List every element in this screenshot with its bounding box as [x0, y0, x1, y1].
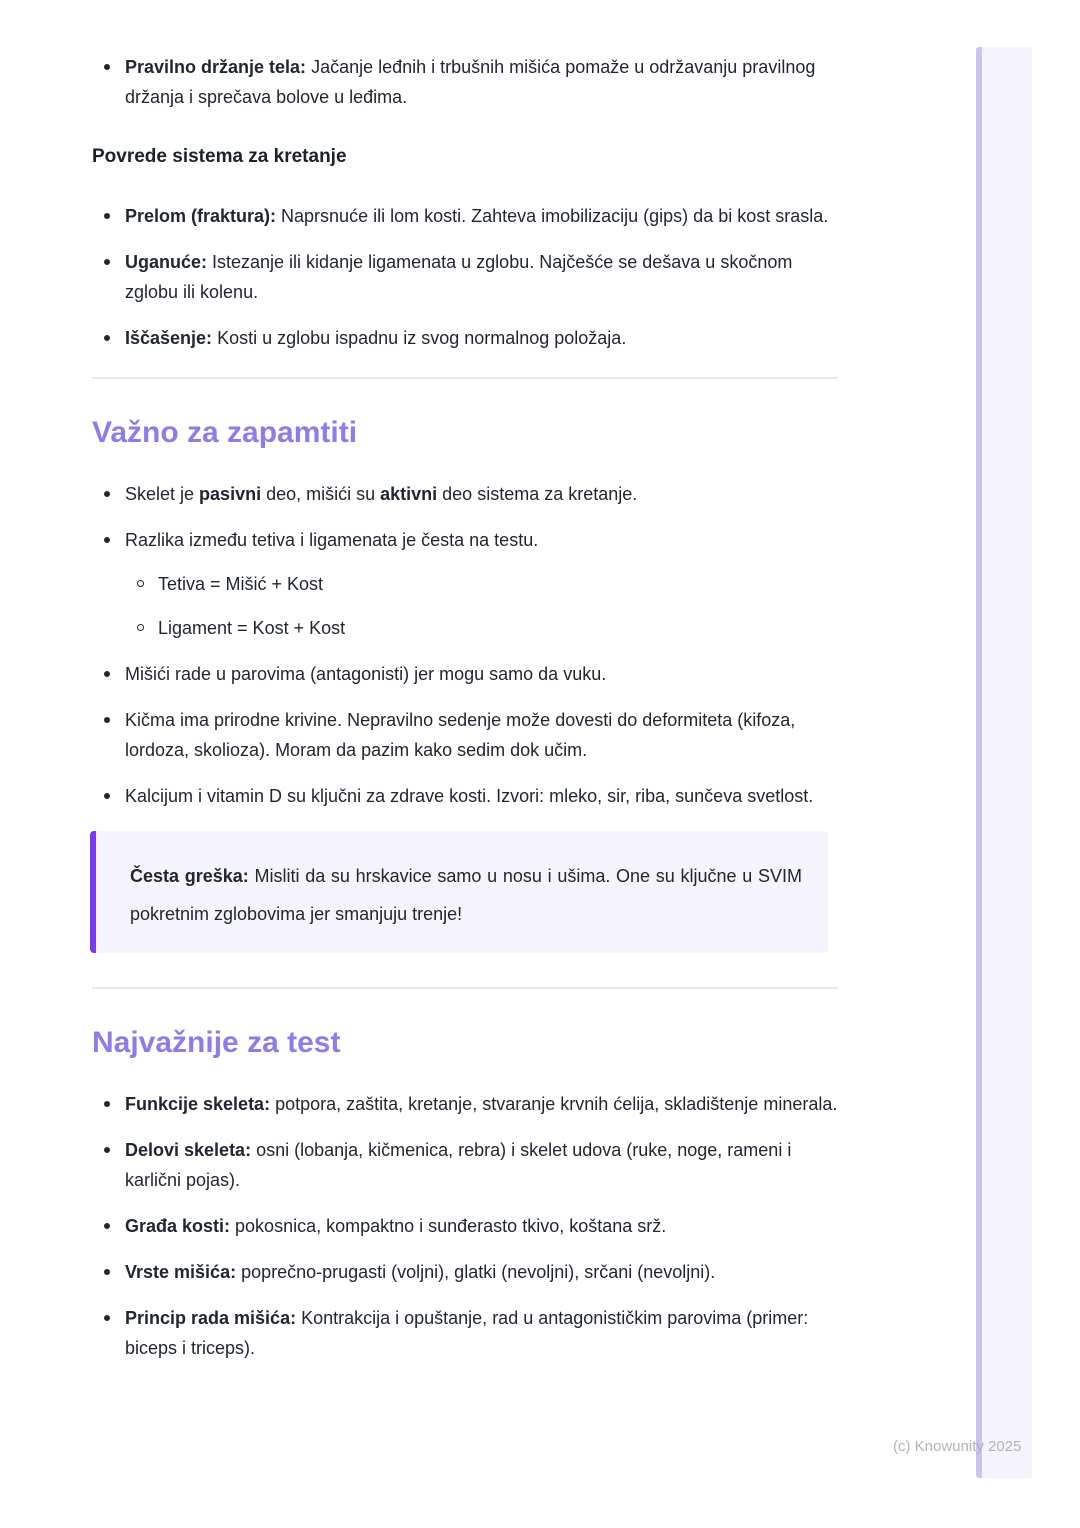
bullet-lead: Iščašenje: [125, 328, 213, 348]
intro-list [92, 52, 838, 112]
list-item [92, 247, 838, 307]
section-divider [92, 987, 838, 989]
bullet-lead: Vrste mišića: [125, 1262, 237, 1282]
bullet-text: Kontrakcija i opuštanje, rad u antagonističkim parovima (primer: biceps i triceps). [125, 1308, 809, 1358]
bullet-text: Naprsnuće ili lom kosti. Zahteva imobilizaciju (gips) da bi kost srasla. [276, 206, 829, 226]
bullet-lead: Delovi skeleta: [125, 1140, 252, 1160]
remember-list [92, 479, 838, 811]
circle-bullet-icon [137, 624, 144, 631]
list-item [92, 525, 838, 643]
bullet-text: osni (lobanja, kičmenica, rebra) i skelet udova (ruke, noge, rameni i karlični pojas). [125, 1140, 792, 1190]
list-item [92, 659, 838, 689]
bullet-dot-icon [104, 671, 110, 677]
bullet-emphasis: aktivni [380, 484, 438, 504]
bullet-dot-icon [104, 793, 110, 799]
bullet-text: Istezanje ili kidanje ligamenata u zglobu. Najčešće se dešava u skočnom zglobu ili kolenu. [125, 252, 793, 302]
list-item [92, 1089, 838, 1119]
section-heading-remember: Važno za zapamtiti [92, 416, 358, 449]
subsection-heading-injuries: Povrede sistema za kretanje [92, 146, 347, 167]
bullet-text: deo sistema za kretanje. [437, 484, 638, 504]
bullet-text: Kičma ima prirodne krivine. Nepravilno sedenje može dovesti do deformiteta (kifoza, lordoza, skolioza). Moram da pazim kako sedim dok učim. [125, 710, 796, 760]
bullet-dot-icon [104, 213, 110, 219]
sub-bullet-text: Ligament = Kost + Kost [158, 618, 346, 638]
content-column [92, 52, 838, 1363]
section-heading-test: Najvažnije za test [92, 1026, 341, 1059]
bullet-dot-icon [104, 64, 110, 70]
sub-list-item [125, 569, 838, 599]
bullet-text: Jačanje leđnih i trbušnih mišića pomaže u održavanju pravilnog držanja i sprečava bolove u leđima. [125, 57, 816, 107]
bullet-lead: Prelom (fraktura): [125, 206, 277, 226]
bullet-dot-icon [104, 537, 110, 543]
bullet-dot-icon [104, 1223, 110, 1229]
list-item [92, 1211, 838, 1241]
bullet-dot-icon [104, 1315, 110, 1321]
list-item [92, 201, 838, 231]
callout-box [90, 831, 828, 953]
comparison-sublist [125, 569, 838, 643]
bullet-lead: Uganuće: [125, 252, 208, 272]
bullet-dot-icon [104, 1269, 110, 1275]
bullet-text: Mišići rade u parovima (antagonisti) jer mogu samo da vuku. [125, 664, 607, 684]
page-edge-strip [976, 47, 1032, 1478]
list-item [92, 323, 838, 353]
section-divider [92, 377, 838, 379]
bullet-dot-icon [104, 1147, 110, 1153]
bullet-lead: Građa kosti: [125, 1216, 231, 1236]
bullet-text: Skelet je [125, 484, 200, 504]
bullet-text: poprečno-prugasti (voljni), glatki (nevoljni), srčani (nevoljni). [236, 1262, 716, 1282]
injuries-list [92, 201, 838, 353]
bullet-dot-icon [104, 1101, 110, 1107]
footer-copyright: (c) Knowunity 2025 [893, 1438, 1022, 1455]
list-item [92, 781, 838, 811]
circle-bullet-icon [137, 580, 144, 587]
bullet-text: Kalcijum i vitamin D su ključni za zdrave kosti. Izvori: mleko, sir, riba, sunčeva svetlost. [125, 786, 814, 806]
list-item [92, 479, 838, 509]
bullet-text: Razlika između tetiva i ligamenata je česta na testu. [125, 530, 539, 550]
test-list [92, 1089, 838, 1363]
sub-list-item [125, 613, 838, 643]
bullet-text: deo, mišići su [261, 484, 381, 504]
callout-text [130, 857, 802, 933]
list-item [92, 52, 838, 112]
bullet-dot-icon [104, 717, 110, 723]
list-item [92, 1257, 838, 1287]
callout-lead: Česta greška: [130, 866, 249, 886]
bullet-lead: Funkcije skeleta: [125, 1094, 271, 1114]
list-item [92, 705, 838, 765]
bullet-dot-icon [104, 335, 110, 341]
bullet-text: pokosnica, kompaktno i sunđerasto tkivo, koštana srž. [230, 1216, 667, 1236]
bullet-dot-icon [104, 491, 110, 497]
sub-bullet-text: Tetiva = Mišić + Kost [158, 574, 324, 594]
bullet-text: Kosti u zglobu ispadnu iz svog normalnog položaja. [212, 328, 627, 348]
bullet-lead: Pravilno držanje tela: [125, 57, 307, 77]
bullet-emphasis: pasivni [199, 484, 262, 504]
bullet-text: potpora, zaštita, kretanje, stvaranje krvnih ćelija, skladištenje minerala. [270, 1094, 838, 1114]
list-item [92, 1303, 838, 1363]
bullet-lead: Princip rada mišića: [125, 1308, 297, 1328]
bullet-dot-icon [104, 259, 110, 265]
callout-body: Misliti da su hrskavice samo u nosu i ušima. One su ključne u SVIM pokretnim zglobovima jer smanjuju trenje! [130, 866, 802, 924]
list-item [92, 1135, 838, 1195]
